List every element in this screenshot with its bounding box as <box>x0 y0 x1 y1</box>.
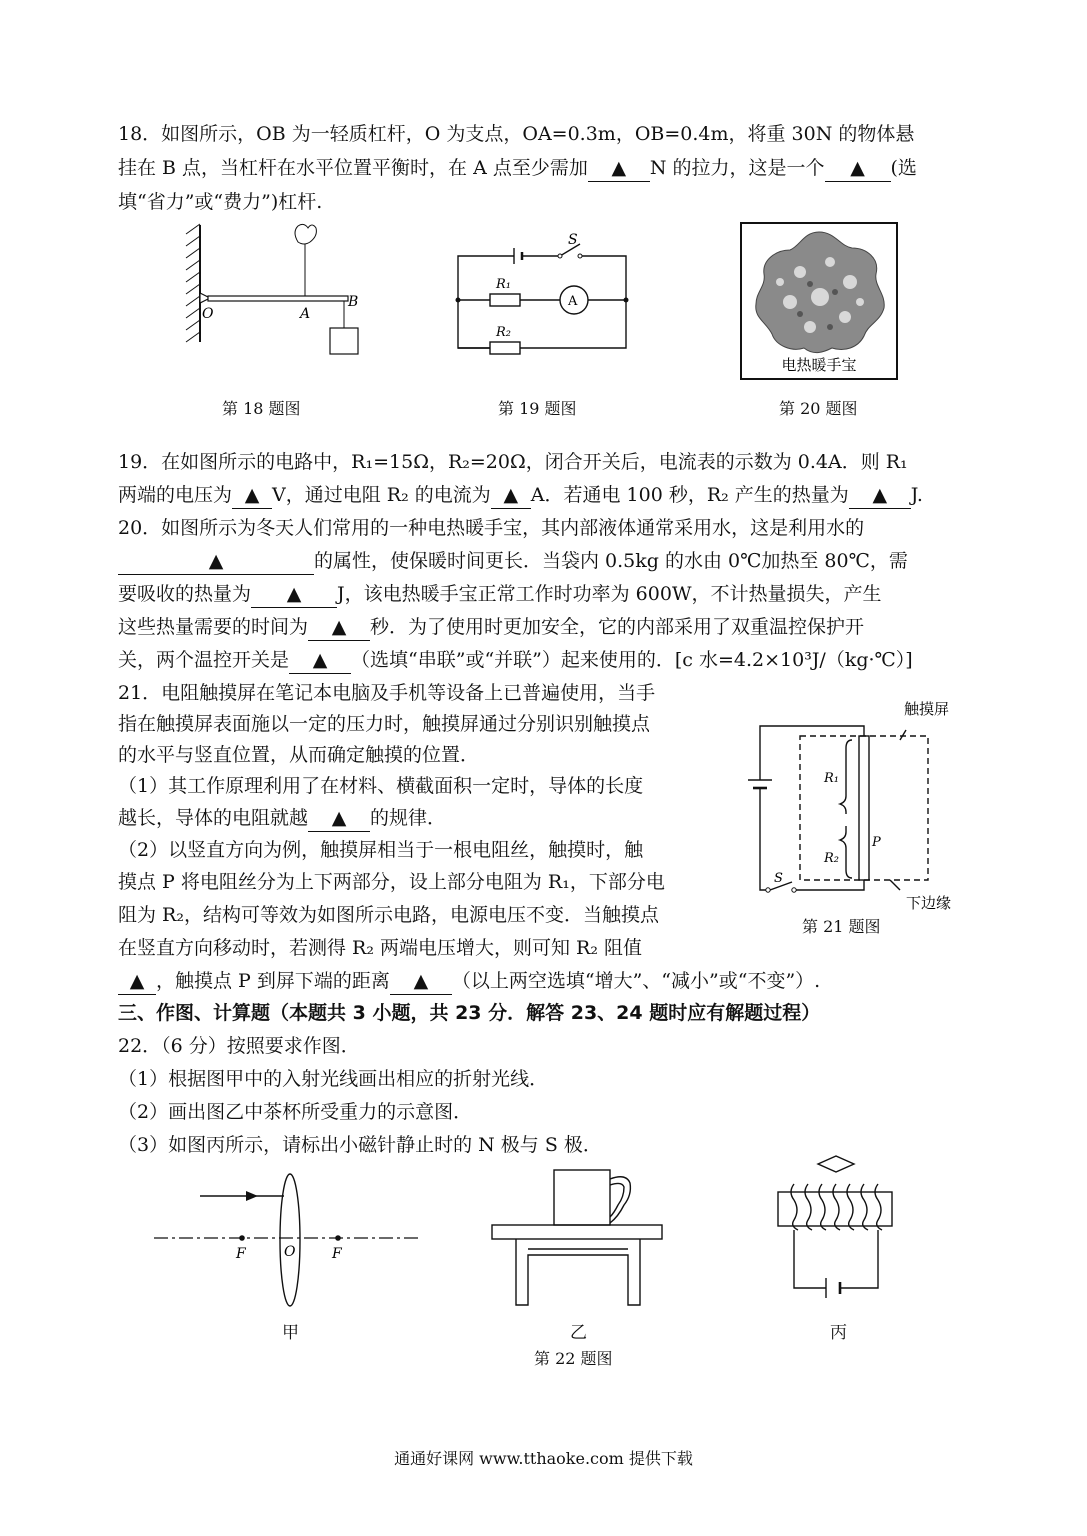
q21-line-6: （2）以竖直方向为例，触摸屏相当于一根电阻丝，触摸时，触 <box>118 839 644 861</box>
label-a: A <box>300 306 311 322</box>
q18-line-1: 18．如图所示，OB 为一轻质杠杆，O 为支点，OA=0.3m，OB=0.4m，将重 30N 的物体悬 <box>118 123 915 145</box>
label-p: P <box>872 835 881 850</box>
figure-21-caption: 第 21 题图 <box>802 917 881 936</box>
q18-line-2: 挂在 B 点，当杠杆在水平位置平衡时，在 A 点至少需加 ▲ N 的拉力，这是一个 ▲ (选 <box>118 152 917 184</box>
q19-line-2: 两端的电压为 ▲ V，通过电阻 R₂ 的电流为 ▲ A．若通电 100 秒，R₂ 产生的热量为 ▲ J. <box>118 479 923 511</box>
q20-line-1: 20．如图所示为冬天人们常用的一种电热暖手宝，其内部液体通常采用水，这是利用水的 <box>118 517 865 539</box>
q21-line-4: （1）其工作原理利用了在材料、横截面积一定时，导体的长度 <box>118 775 644 797</box>
q20-line-4: 这些热量需要的时间为 ▲ 秒．为了使用时更加安全，它的内部采用了双重温控保护开 <box>118 611 864 643</box>
q21-line-10: ▲ ，触摸点 P 到屏下端的距离 ▲ （以上两空选填“增大”、“减小”或“不变”）. <box>118 965 820 997</box>
answer-blank[interactable]: ▲ <box>289 647 351 674</box>
figure-22-bing-solenoid <box>772 1150 902 1310</box>
answer-blank[interactable]: ▲ <box>118 548 314 575</box>
hand-warmer-label: 电热暖手宝 <box>781 356 857 374</box>
q22-line-2: （1）根据图甲中的入射光线画出相应的折射光线． <box>118 1068 549 1090</box>
label-b: B <box>348 294 359 310</box>
figure-19-caption: 第 19 题图 <box>498 399 577 418</box>
q21-line-7: 摸点 P 将电阻丝分为上下两部分，设上部分电阻为 R₁，下部分电 <box>118 871 665 893</box>
figure-22-yi-label: 乙 <box>570 1323 587 1343</box>
label-o: O <box>202 306 214 322</box>
answer-blank[interactable]: ▲ <box>251 581 337 608</box>
label-switch-s: S <box>774 871 783 886</box>
q21-line-9: 在竖直方向移动时，若测得 R₂ 两端电压增大，则可知 R₂ 阻值 <box>118 937 643 959</box>
figure-22-caption: 第 22 题图 <box>534 1349 613 1368</box>
q21-line-5: 越长，导体的电阻就越 ▲ 的规律． <box>118 802 446 834</box>
q19-line-1: 19．在如图所示的电路中，R₁=15Ω，R₂=20Ω，闭合开关后，电流表的示数为 0.4A．则 R₁ <box>118 451 908 473</box>
q22-line-4: （3）如图丙所示，请标出小磁针静止时的 N 极与 S 极． <box>118 1134 602 1156</box>
figure-22-bing-label: 丙 <box>830 1323 847 1343</box>
label-touchscreen: 触摸屏 <box>904 700 950 718</box>
q20-line-5: 关，两个温控开关是 ▲ （选填“串联”或“并联”）起来使用的．[c 水=4.2×10³J/（kg·℃）] <box>118 644 913 676</box>
answer-blank[interactable]: ▲ <box>308 614 370 641</box>
section-3-heading: 三、作图、计算题（本题共 3 小题，共 23 分．解答 23、24 题时应有解题过程） <box>118 1002 821 1024</box>
figure-18-lever <box>180 220 380 360</box>
figure-20-hand-warmer <box>740 222 898 380</box>
q21-line-1: 21．电阻触摸屏在笔记本电脑及手机等设备上已普遍使用，当手 <box>118 682 656 704</box>
q18-line-3: 填“省力”或“费力”)杠杆. <box>118 191 323 213</box>
page-footer: 通通好课网 www.tthaoke.com 提供下载 <box>394 1449 693 1468</box>
label-r1: R₁ <box>496 277 511 292</box>
figure-22-yi-cup-table <box>488 1165 668 1310</box>
q22-line-1: 22．（6 分）按照要求作图． <box>118 1035 360 1057</box>
figure-21-touchscreen-circuit <box>740 690 970 910</box>
answer-blank[interactable]: ▲ <box>825 155 891 182</box>
label-switch-s: S <box>568 232 578 248</box>
answer-blank[interactable]: ▲ <box>588 155 650 182</box>
answer-blank[interactable]: ▲ <box>308 805 370 832</box>
ammeter-label: A <box>568 294 578 309</box>
q21-line-2: 指在触摸屏表面施以一定的压力时，触摸屏通过分别识别触摸点 <box>118 713 651 735</box>
label-bottom-edge: 下边缘 <box>906 894 952 912</box>
figure-22-jia-label: 甲 <box>282 1323 299 1343</box>
figure-19-circuit <box>450 230 630 360</box>
figure-20-caption: 第 20 题图 <box>779 399 858 418</box>
answer-blank[interactable]: ▲ <box>232 482 272 509</box>
answer-blank[interactable]: ▲ <box>849 482 911 509</box>
answer-blank[interactable]: ▲ <box>118 968 156 995</box>
figure-22-jia-lens <box>150 1170 430 1320</box>
label-r2: R₂ <box>496 325 511 340</box>
label-r1: R₁ <box>824 771 839 786</box>
q20-line-3: 要吸收的热量为 ▲ J，该电热暖手宝正常工作时功率为 600W，不计热量损失，产生 <box>118 578 881 610</box>
label-f-right: F <box>332 1246 342 1262</box>
label-o: O <box>284 1244 296 1260</box>
label-r2: R₂ <box>824 851 839 866</box>
label-f-left: F <box>236 1246 246 1262</box>
q20-line-2: ▲ 的属性，使保暖时间更长．当袋内 0.5kg 的水由 0℃加热至 80℃，需 <box>118 545 908 577</box>
answer-blank[interactable]: ▲ <box>390 968 452 995</box>
q22-line-3: （2）画出图乙中茶杯所受重力的示意图． <box>118 1101 473 1123</box>
q21-line-3: 的水平与竖直位置，从而确定触摸的位置． <box>118 744 480 766</box>
q21-line-8: 阻为 R₂，结构可等效为如图所示电路，电源电压不变．当触摸点 <box>118 904 659 926</box>
answer-blank[interactable]: ▲ <box>491 482 531 509</box>
figure-18-caption: 第 18 题图 <box>222 399 301 418</box>
